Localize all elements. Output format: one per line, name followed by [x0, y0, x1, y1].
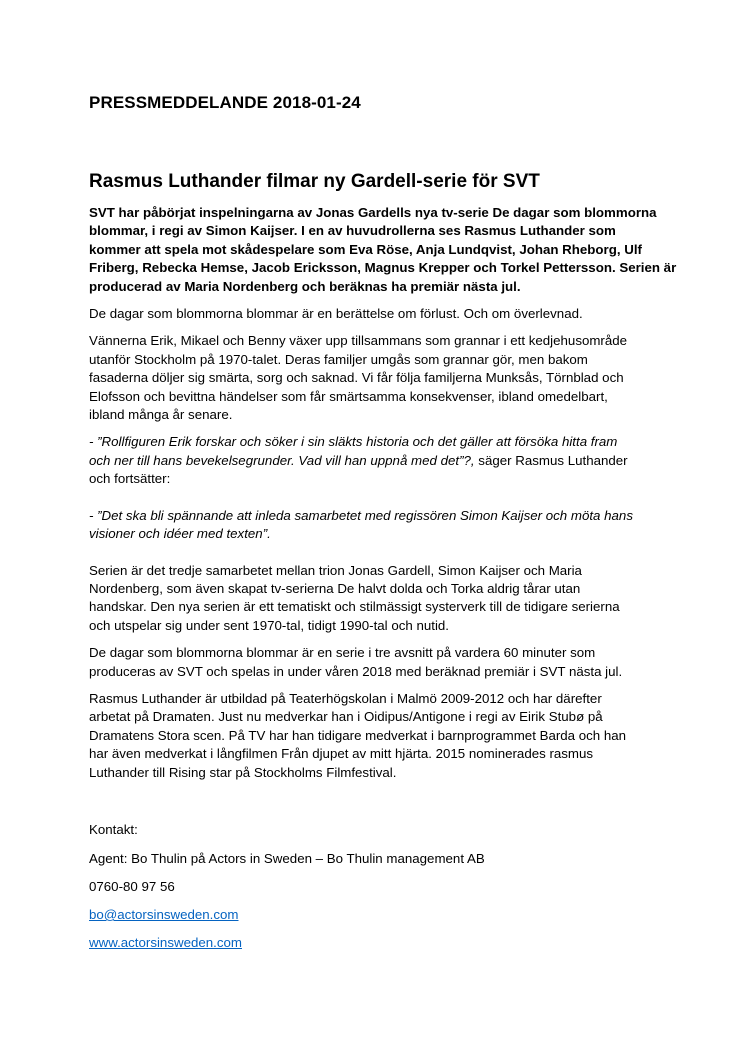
lead-line: Friberg, Rebecka Hemse, Jacob Ericksson, Magnus Krepper och Torkel Pettersson. Serien är — [89, 260, 677, 276]
paragraph-line: utanför Stockholm på 1970-talet. Deras familjer umgås som grannar gör, men bakom — [89, 351, 588, 367]
quote-text: - ”Rollfiguren Erik forskar och söker i sin släkts historia och det gäller att försöka hitta fram — [89, 434, 618, 450]
contact-website-link[interactable]: www.actorsinsweden.com — [89, 935, 242, 950]
quote-line — [89, 525, 655, 543]
paragraph-line: och utspelar sig under sent 1970-tal, tidigt 1990-tal och nutid. — [89, 617, 449, 633]
paragraph-line: Luthander till Rising star på Stockholms Filmfestival. — [89, 764, 397, 780]
paragraph-line: har även medverkat i långfilmen Från djupet av mitt hjärta. 2015 nominerades rasmus — [89, 746, 594, 762]
contact-phone: 0760-80 97 56 — [89, 879, 175, 894]
contact-heading: Kontakt: — [89, 822, 138, 837]
paragraph-line: Vännerna Erik, Mikael och Benny växer upp tillsammans som grannar i ett kedjehusområde — [89, 333, 628, 349]
quote-text: och ner till hans bevekelsegrunder. Vad vill han uppnå med det”?, — [89, 452, 475, 468]
paragraph-line: Dramatens Stora scen. På TV har han tidigare medverkat i barnprogrammet Barda och han — [89, 727, 627, 743]
paragraph-line: Elofsson och bevittna händelser som får smärtsamma konsekvenser, ibland omedelbart, — [89, 388, 608, 404]
contact-agent: Agent: Bo Thulin på Actors in Sweden – Bo Thulin management AB — [89, 851, 485, 866]
contact-email-link[interactable]: bo@actorsinsweden.com — [89, 907, 239, 922]
quote-attribution: säger Rasmus Luthander — [474, 452, 628, 468]
paragraph-line: Nordenberg, som även skapat tv-serierna De halvt dolda och Torka aldrig tårar utan — [89, 580, 581, 596]
quote-line — [89, 507, 655, 525]
paragraph-line: De dagar som blommorna blommar är en serie i tre avsnitt på vardera 60 minuter som — [89, 645, 596, 661]
paragraph-line: De dagar som blommorna blommar är en berättelse om förlust. Och om överlevnad. — [89, 306, 583, 322]
quote-paragraph-2 — [89, 507, 655, 544]
lead-line: kommer att spela mot skådespelare som Eva Röse, Anja Lundqvist, Johan Rheborg, Ulf — [89, 241, 642, 257]
quote-text: visioner och idéer med texten”. — [89, 526, 271, 542]
paragraph-story — [89, 332, 655, 424]
paragraph-line: arbetat på Dramaten. Just nu medverkar han i Oidipus/Antigone i regi av Eirik Stubø på — [89, 709, 603, 725]
quote-text: - ”Det ska bli spännande att inleda samarbetet med regissören Simon Kaijser och möta hans — [89, 507, 633, 523]
paragraph-intro — [89, 305, 655, 323]
lead-paragraph — [89, 204, 677, 296]
quote-line — [89, 452, 655, 470]
paragraph-production — [89, 644, 655, 681]
press-release-title: PRESSMEDDELANDE 2018-01-24 — [89, 93, 361, 112]
quote-line: och fortsätter: — [89, 471, 171, 487]
paragraph-collaboration — [89, 562, 655, 636]
paragraph-line: produceras av SVT och spelas in under våren 2018 med beräknad premiär i SVT nästa jul. — [89, 663, 623, 679]
lead-line: blommar, i regi av Simon Kaijser. I en av huvudrollerna ses Rasmus Luthander som — [89, 223, 616, 239]
article-body — [89, 204, 677, 791]
paragraph-line: fasaderna döljer sig smärta, sorg och saknad. Vi får följa familjerna Munksås, Törnblad och — [89, 370, 624, 386]
paragraph-biography — [89, 690, 655, 782]
paragraph-line: ibland många år senare. — [89, 407, 233, 423]
paragraph-line: Serien är det tredje samarbetet mellan trion Jonas Gardell, Simon Kaijser och Maria — [89, 562, 582, 578]
quote-line — [89, 433, 655, 451]
article-headline: Rasmus Luthander filmar ny Gardell-serie för SVT — [89, 171, 540, 192]
paragraph-line: handskar. Den nya serien är ett tematiskt och stilmässigt systerverk till de tidigare serierna — [89, 599, 620, 615]
quote-paragraph-1 — [89, 433, 655, 488]
lead-line: producerad av Maria Nordenberg och beräknas ha premiär nästa jul. — [89, 278, 521, 294]
lead-line: SVT har påbörjat inspelningarna av Jonas Gardells nya tv-serie De dagar som blommorna — [89, 205, 657, 220]
paragraph-line: Rasmus Luthander är utbildad på Teaterhögskolan i Malmö 2009-2012 och har därefter — [89, 690, 602, 706]
